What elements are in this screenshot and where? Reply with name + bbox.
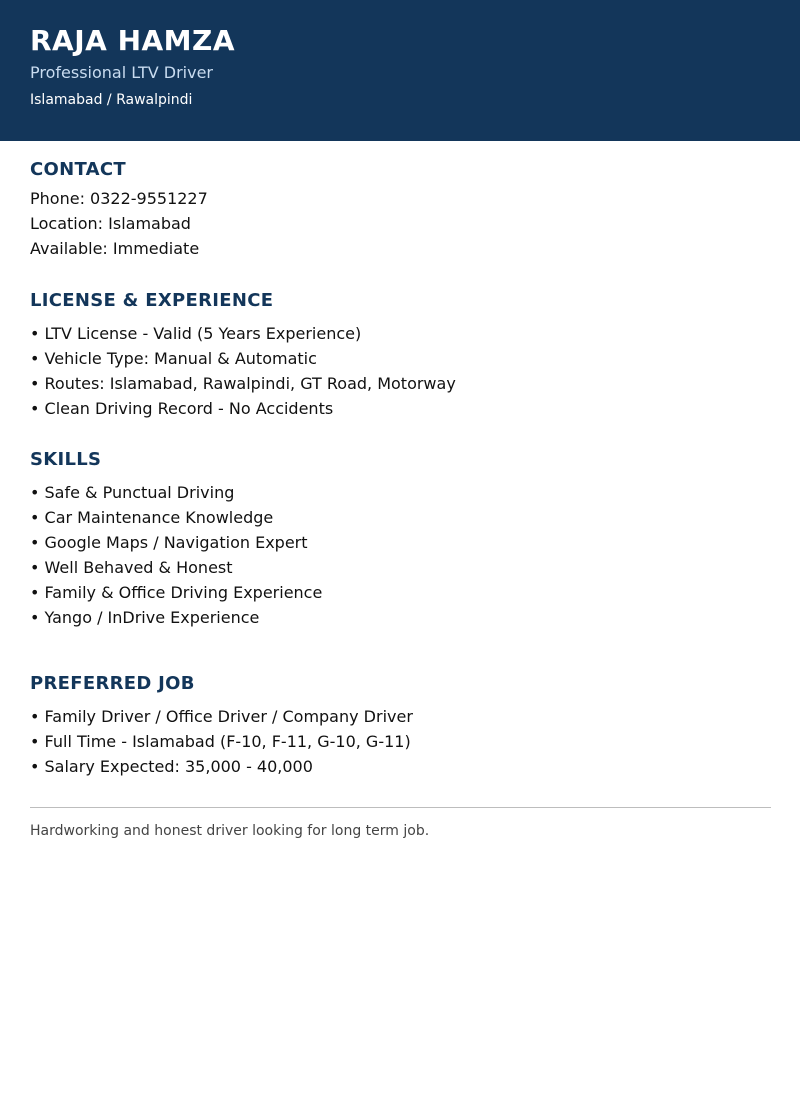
- job-title: Professional LTV Driver: [30, 63, 213, 82]
- footer-note: Hardworking and honest driver looking for long term job.: [30, 823, 430, 839]
- license-heading: LICENSE & EXPERIENCE: [30, 290, 274, 311]
- resume-header: [0, 0, 800, 141]
- list-item: • Vehicle Type: Manual & Automatic: [30, 349, 317, 368]
- list-item: • Safe & Punctual Driving: [30, 483, 235, 502]
- list-item: • Well Behaved & Honest: [30, 558, 233, 577]
- skills-heading: SKILLS: [30, 449, 102, 470]
- city-line: Islamabad / Rawalpindi: [30, 92, 193, 108]
- list-item: • LTV License - Valid (5 Years Experience): [30, 324, 362, 343]
- preferred-job-section: [30, 673, 770, 779]
- contact-availability: Available: Immediate: [30, 239, 200, 258]
- footer-divider: [30, 807, 771, 808]
- contact-location: Location: Islamabad: [30, 214, 191, 233]
- resume-body: [0, 159, 800, 840]
- contact-section: [30, 159, 770, 261]
- list-item: • Salary Expected: 35,000 - 40,000: [30, 757, 313, 776]
- contact-heading: CONTACT: [30, 159, 126, 180]
- preferred-job-heading: PREFERRED JOB: [30, 673, 195, 694]
- list-item: • Car Maintenance Knowledge: [30, 508, 274, 527]
- list-item: • Clean Driving Record - No Accidents: [30, 399, 334, 418]
- license-section: [30, 290, 770, 421]
- list-item: • Family & Office Driving Experience: [30, 583, 323, 602]
- skills-section: [30, 449, 770, 630]
- list-item: • Yango / InDrive Experience: [30, 608, 260, 627]
- list-item: • Google Maps / Navigation Expert: [30, 533, 308, 552]
- contact-phone: Phone: 0322-9551227: [30, 189, 208, 208]
- list-item: • Family Driver / Office Driver / Company Driver: [30, 707, 413, 726]
- candidate-name: RAJA HAMZA: [30, 24, 236, 57]
- list-item: • Full Time - Islamabad (F-10, F-11, G-10, G-11): [30, 732, 411, 751]
- list-item: • Routes: Islamabad, Rawalpindi, GT Road, Motorway: [30, 374, 456, 393]
